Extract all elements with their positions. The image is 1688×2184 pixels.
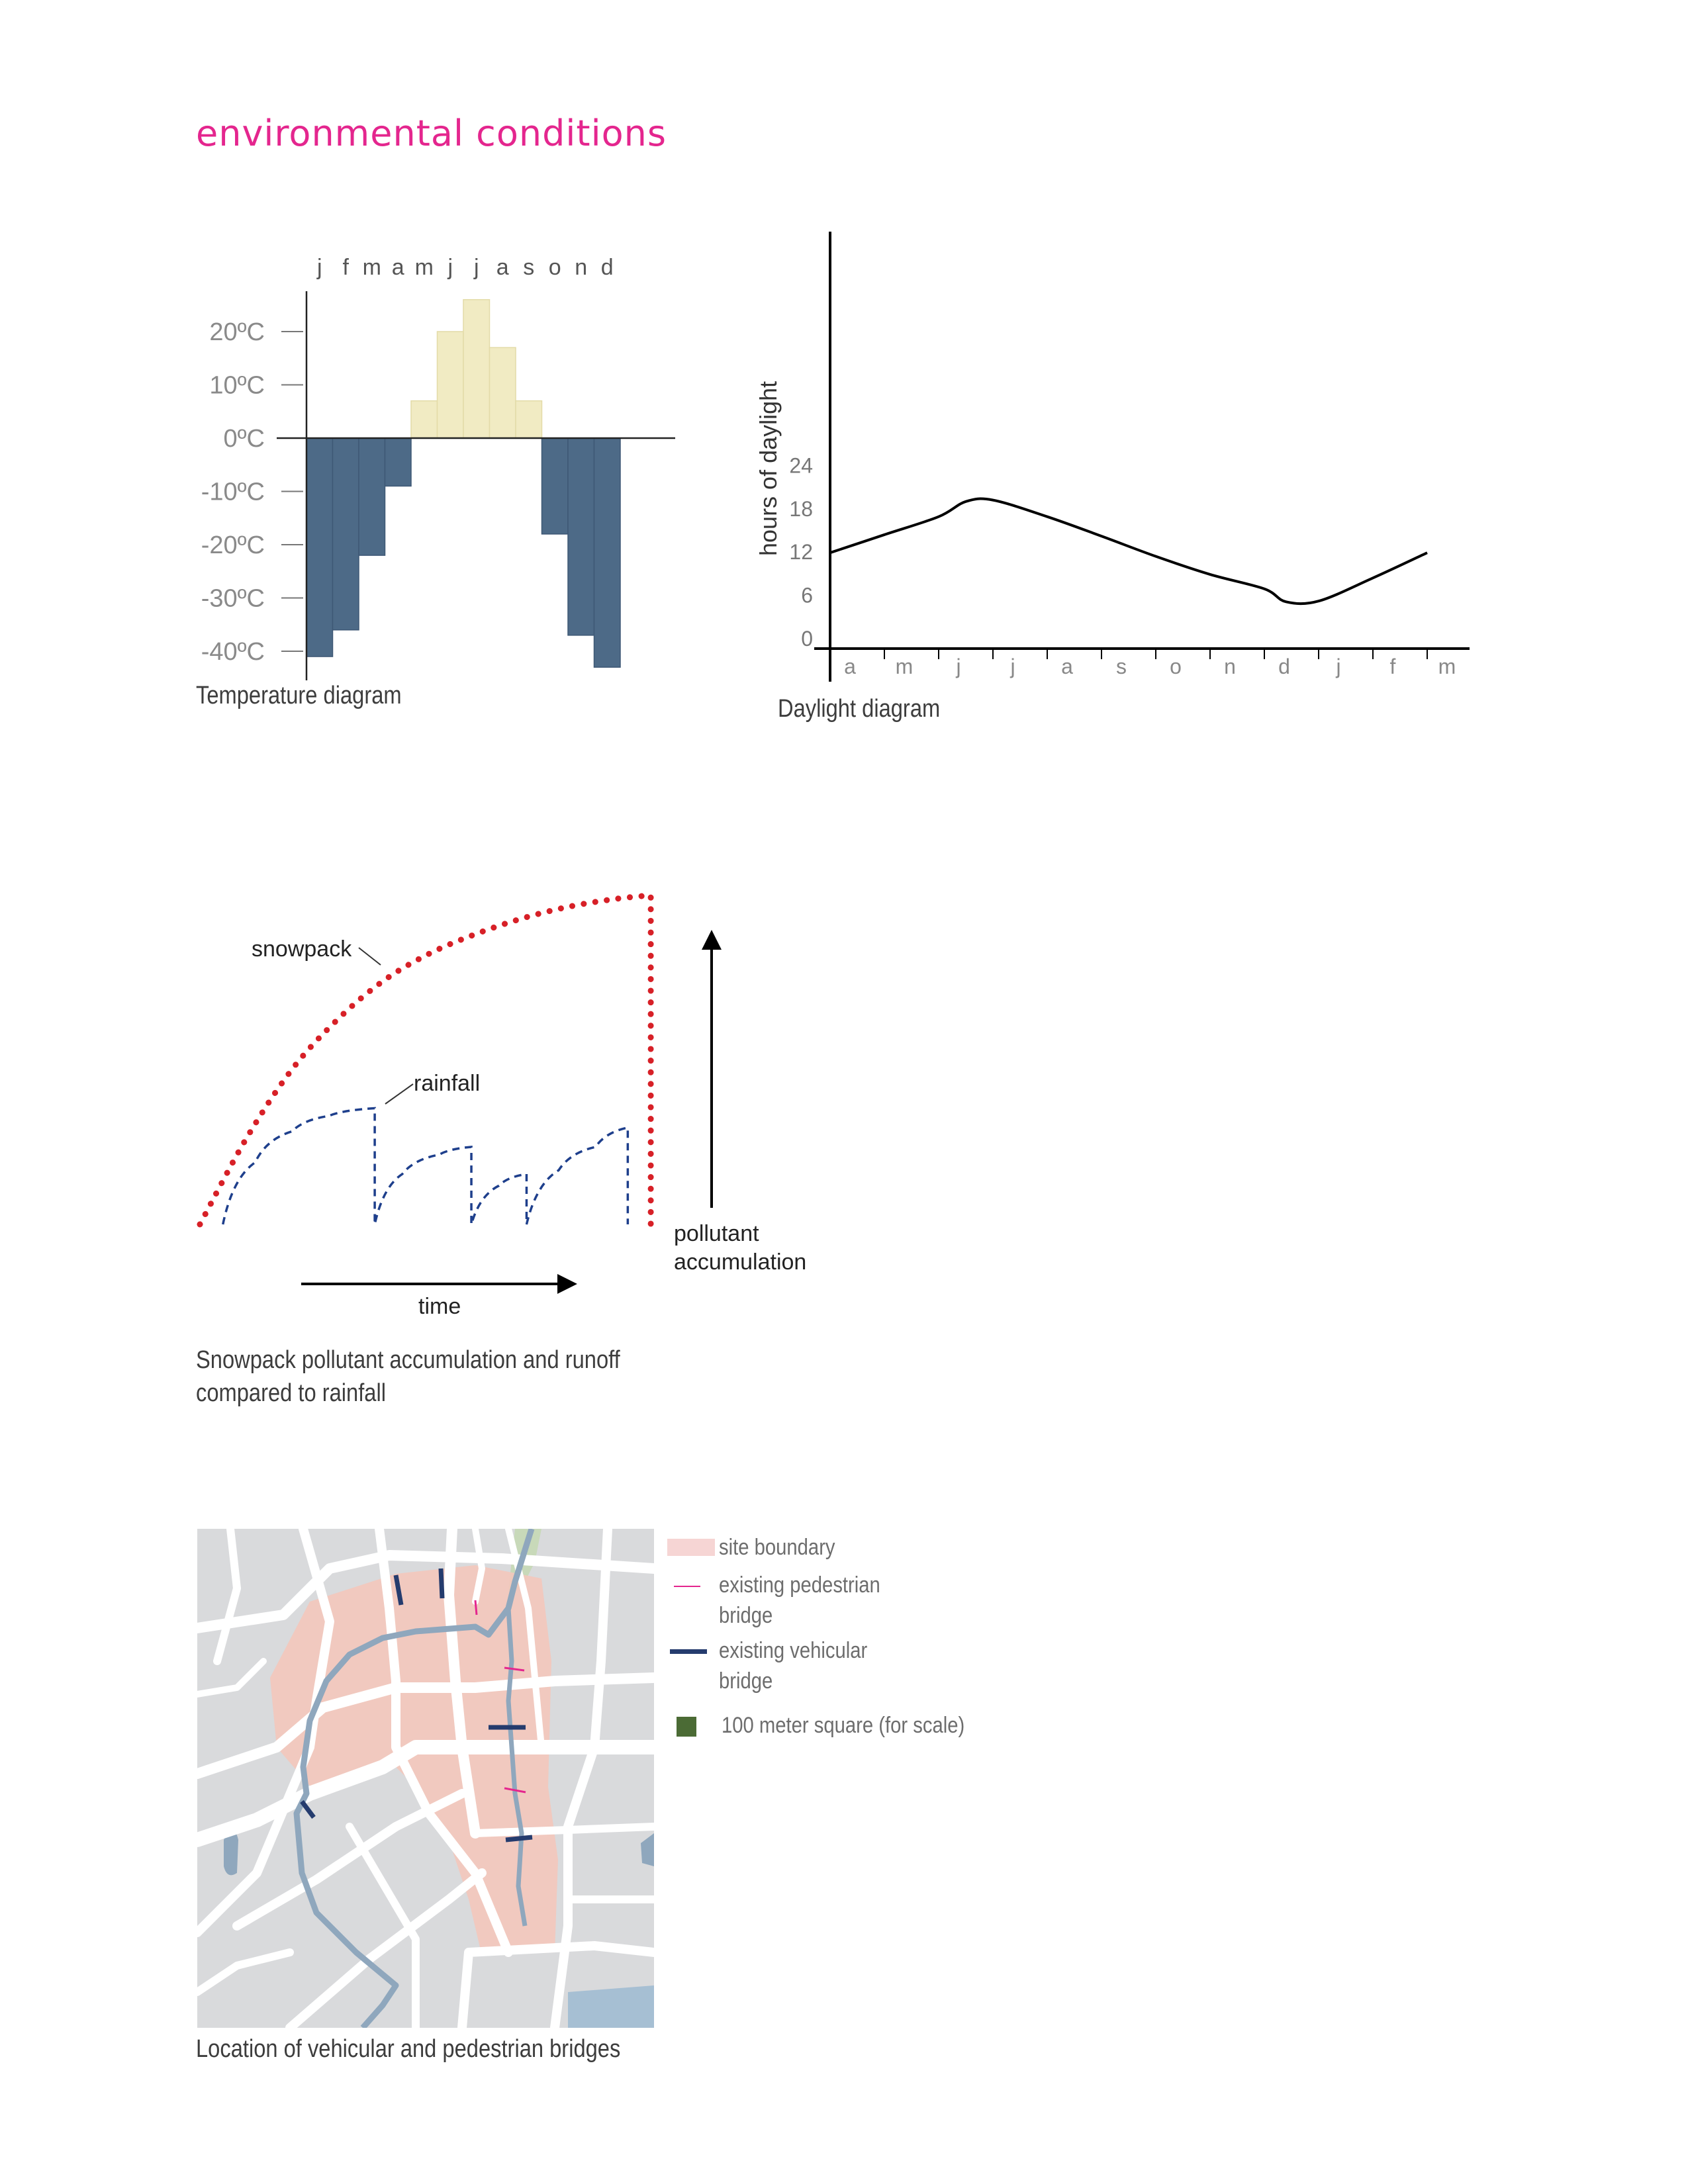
temp-month-label: d xyxy=(600,255,614,280)
bridge-location-map xyxy=(197,1529,654,2028)
temp-month-label: f xyxy=(342,255,349,280)
vehicular-bridge-swatch xyxy=(670,1649,707,1654)
legend-scale-square: 100 meter square (for scale) xyxy=(722,1713,965,1738)
pollutant-label-line2: accumulation xyxy=(674,1250,807,1275)
temp-ytick-label: -40ºC xyxy=(201,638,265,666)
daylight-xtick-label: s xyxy=(1116,655,1127,678)
temp-bar xyxy=(542,438,569,534)
temp-bar xyxy=(516,401,542,438)
temp-bar xyxy=(463,300,490,438)
daylight-xtick-label: j xyxy=(1336,655,1341,678)
daylight-ytick-label: 18 xyxy=(789,496,813,521)
temp-month-label: j xyxy=(447,255,453,280)
temp-month-label: m xyxy=(362,255,381,280)
temp-ytick-label: 0ºC xyxy=(223,425,265,453)
temp-month-label: s xyxy=(523,255,535,280)
temp-ytick-label: -30ºC xyxy=(201,584,265,613)
daylight-xtick-label: m xyxy=(895,655,914,678)
map-caption: Location of vehicular and pedestrian bridges xyxy=(196,2035,621,2063)
legend-vehicular-line1: existing vehicular xyxy=(719,1638,868,1663)
daylight-line xyxy=(830,499,1427,604)
temp-bar xyxy=(568,438,594,635)
snowpack-chart xyxy=(185,867,847,1317)
temperature-caption: Temperature diagram xyxy=(196,682,402,709)
daylight-xtick-label: f xyxy=(1389,655,1396,678)
temp-month-label: n xyxy=(575,255,588,280)
vehicular-bridge xyxy=(506,1837,532,1840)
page-title: environmental conditions xyxy=(196,113,667,154)
temp-ytick-label: 10ºC xyxy=(209,371,265,400)
temp-month-label: a xyxy=(391,255,404,280)
daylight-xtick-label: d xyxy=(1278,655,1290,678)
daylight-xtick-label: a xyxy=(844,655,856,678)
temp-bar xyxy=(359,438,385,555)
snowpack-label: snowpack xyxy=(252,936,352,962)
daylight-xtick-label: m xyxy=(1438,655,1456,678)
daylight-ytick-label: 6 xyxy=(801,583,813,608)
pollutant-label-line1: pollutant xyxy=(674,1221,759,1246)
pedestrian-bridge xyxy=(475,1600,477,1615)
temp-bar xyxy=(333,438,359,630)
daylight-xtick-label: a xyxy=(1061,655,1073,678)
temp-bar xyxy=(594,438,621,667)
time-label: time xyxy=(418,1294,461,1317)
temp-ytick-label: -10ºC xyxy=(201,478,265,506)
daylight-chart xyxy=(748,225,1483,688)
map-lake xyxy=(568,1985,654,2028)
site-boundary-swatch xyxy=(667,1539,715,1556)
temp-bar xyxy=(438,332,464,438)
vehicular-bridge xyxy=(441,1569,442,1598)
daylight-y-label: hours of daylight xyxy=(755,381,782,556)
rainfall-series xyxy=(223,1109,628,1225)
temp-bar xyxy=(411,401,438,438)
scale-square-swatch xyxy=(677,1717,696,1737)
snowpack-caption-line2: compared to rainfall xyxy=(196,1379,387,1407)
daylight-ytick-label: 0 xyxy=(801,627,813,651)
legend-pedestrian-line2: bridge xyxy=(719,1603,773,1628)
temp-month-label: o xyxy=(548,255,561,280)
time-arrowhead xyxy=(557,1274,577,1294)
pollutant-arrowhead xyxy=(702,930,722,950)
pedestrian-bridge-swatch xyxy=(674,1586,700,1587)
snowpack-caption-line1: Snowpack pollutant accumulation and runoff xyxy=(196,1346,620,1374)
daylight-caption: Daylight diagram xyxy=(778,695,941,723)
temp-bar xyxy=(490,347,516,438)
legend-pedestrian-line1: existing pedestrian xyxy=(719,1572,880,1598)
temp-ytick-label: 20ºC xyxy=(209,318,265,346)
legend-site-boundary: site boundary xyxy=(719,1535,835,1560)
temp-bar xyxy=(306,438,333,657)
temperature-chart xyxy=(185,238,688,702)
legend-vehicular-line2: bridge xyxy=(719,1668,773,1694)
daylight-xtick-label: n xyxy=(1224,655,1236,678)
temp-ytick-label: -20ºC xyxy=(201,531,265,559)
daylight-ytick-label: 12 xyxy=(789,540,813,565)
daylight-xtick-label: j xyxy=(956,655,961,678)
rainfall-label: rainfall xyxy=(414,1071,481,1096)
daylight-xtick-label: o xyxy=(1170,655,1182,678)
snowpack-caption xyxy=(196,1343,620,1410)
snowpack-leader xyxy=(359,948,381,965)
temp-month-label: j xyxy=(316,255,322,280)
temp-bar xyxy=(385,438,412,486)
temp-month-label: j xyxy=(473,255,479,280)
daylight-ytick-label: 24 xyxy=(789,453,813,478)
legend-vehicular-bridge xyxy=(719,1635,867,1696)
rainfall-leader xyxy=(385,1084,413,1104)
map-legend xyxy=(667,1535,1064,1738)
daylight-xtick-label: j xyxy=(1010,655,1015,678)
legend-pedestrian-bridge xyxy=(719,1570,880,1631)
temp-month-label: a xyxy=(496,255,509,280)
temp-month-label: m xyxy=(414,255,434,280)
